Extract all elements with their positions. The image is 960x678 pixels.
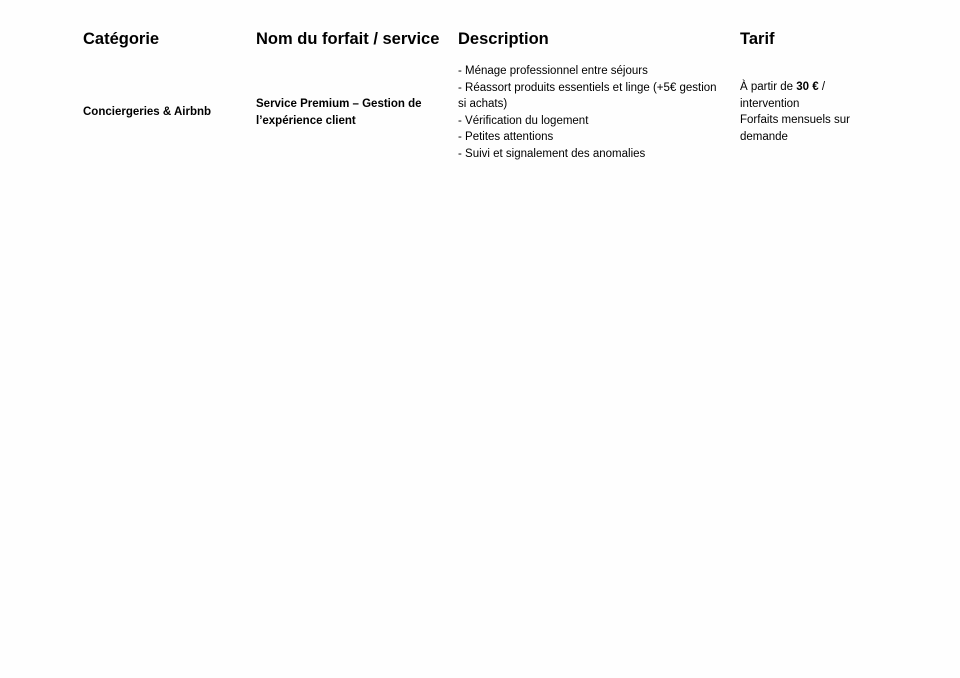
row-category: Conciergeries & Airbnb bbox=[83, 106, 212, 118]
row-service-name: Service Premium – Gestion de l’expérience client bbox=[256, 98, 422, 127]
tarif-note: Forfaits mensuels sur demande bbox=[740, 114, 850, 143]
header-tarif: Tarif bbox=[740, 30, 775, 48]
header-service-name: Nom du forfait / service bbox=[256, 30, 440, 48]
header-description: Description bbox=[458, 30, 549, 48]
description-item: - Vérification du logement bbox=[458, 114, 589, 127]
description-item: - Réassort produits essentiels et linge (+5€ gestion si achats) bbox=[458, 81, 717, 111]
description-item: - Ménage professionnel entre séjours bbox=[458, 65, 648, 77]
header-category: Catégorie bbox=[83, 30, 160, 48]
row-tarif bbox=[740, 79, 870, 145]
description-item: - Petites attentions bbox=[458, 131, 554, 144]
tarif-suffix: / intervention bbox=[740, 81, 826, 110]
tarif-price: 30 € bbox=[796, 81, 819, 93]
description-list bbox=[458, 63, 728, 163]
row-description bbox=[458, 63, 728, 163]
description-item: - Suivi et signalement des anomalies bbox=[458, 147, 646, 160]
tarif-prefix: À partir de bbox=[740, 81, 797, 93]
tarif-price-line bbox=[740, 79, 870, 112]
